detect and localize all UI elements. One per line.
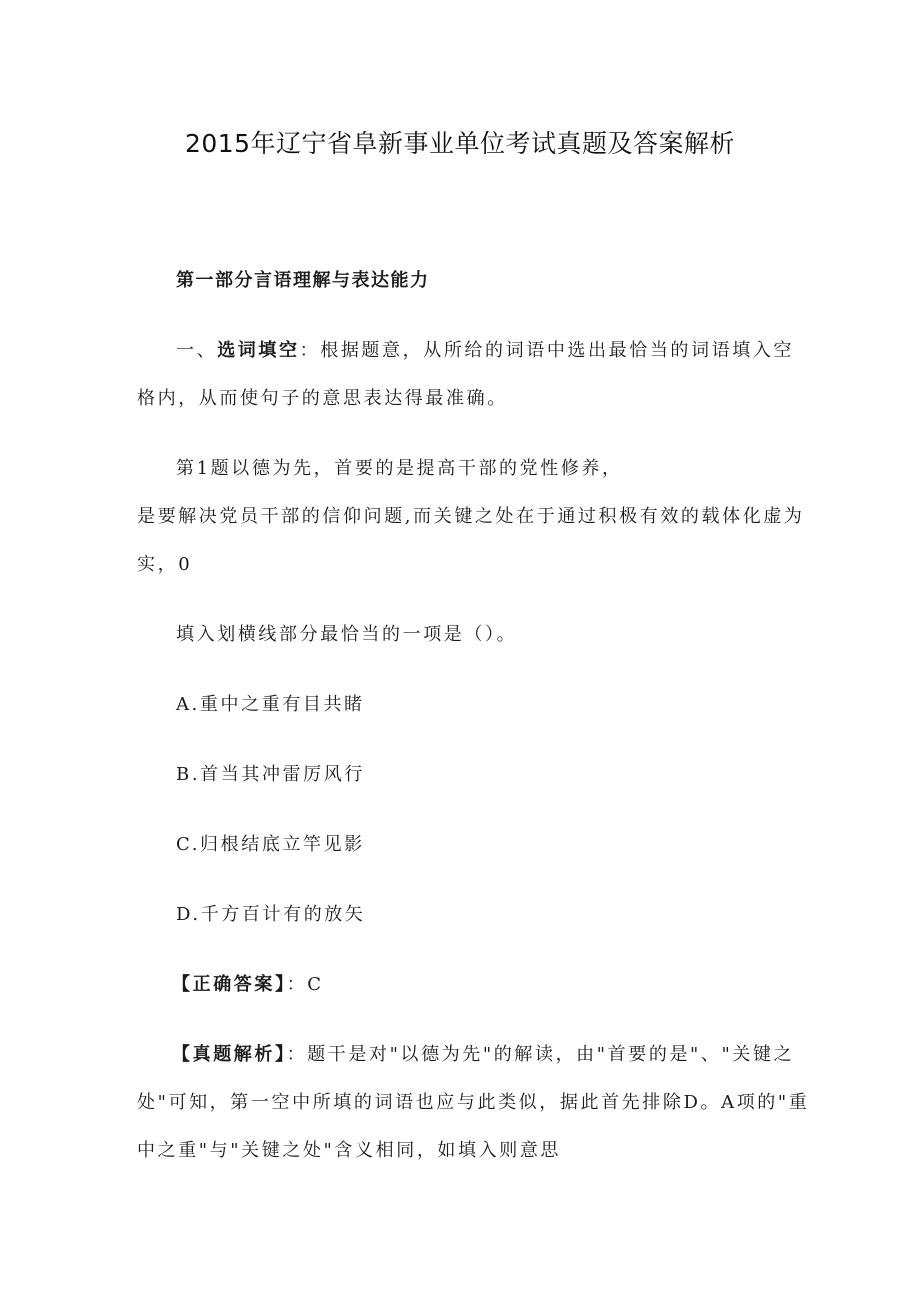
answer-label: 【正确答案】: [172, 974, 287, 995]
option-c: C.归根结底立竿见影: [176, 834, 365, 855]
analysis-label: 【真题解析】: [172, 1044, 287, 1065]
instruction-line-2: 格内，从而使句子的意思表达得最准确。: [137, 388, 508, 409]
analysis-line-2: 处"可知，第一空中所填的词语也应与此类似，据此首先排除D。A项的"重: [137, 1092, 810, 1113]
option-b: B.首当其冲雷厉风行: [176, 764, 365, 785]
answer-value: ：C: [286, 974, 324, 995]
analysis-line-3: 中之重"与"关键之处"含义相同，如填入则意思: [137, 1140, 562, 1161]
option-a: A.重中之重有目共睹: [176, 694, 365, 715]
question-prompt: 填入划横线部分最恰当的一项是（）。: [176, 624, 518, 645]
instruction-colon: ：: [299, 340, 321, 361]
option-d: D.千方百计有的放矢: [176, 904, 366, 925]
instruction-prefix: 一、: [176, 340, 218, 361]
instruction-line-1: [176, 336, 794, 362]
analysis-text: ：题干是对"以德为先"的解读，由"首要的是"、"关键之: [286, 1044, 795, 1065]
document-title: 2015年辽宁省阜新事业单位考试真题及答案解析: [184, 129, 736, 158]
analysis-line-1: [172, 1040, 794, 1066]
answer-line: [172, 970, 324, 996]
section-heading: 第一部分言语理解与表达能力: [176, 270, 430, 291]
question-line-1: 第1题以德为先，首要的是提高干部的党性修养，: [176, 458, 623, 479]
instruction-label: 选词填空: [217, 340, 300, 361]
question-line-3: 实，0: [137, 554, 193, 575]
instruction-text: 根据题意，从所给的词语中选出最恰当的词语填入空: [320, 340, 795, 361]
question-line-2: 是要解决党员干部的信仰问题,而关键之处在于通过积极有效的载体化虚为: [137, 506, 805, 527]
